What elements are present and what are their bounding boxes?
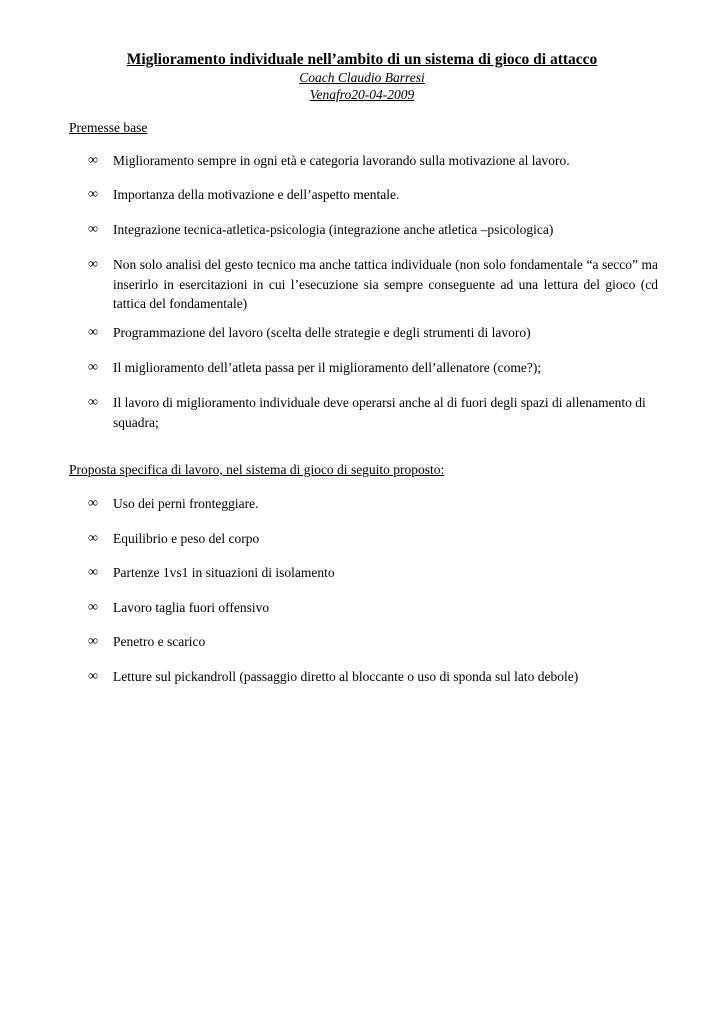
- list-item: [0, 393, 724, 432]
- list-item-text: Il lavoro di miglioramento individuale deve operarsi anche al di fuori degli spazi di allenamento di squadra;: [113, 395, 646, 430]
- section-heading-premesse: Premesse base: [69, 120, 148, 135]
- list-item: [0, 220, 724, 240]
- document-title: Miglioramento individuale nell’ambito di un sistema di gioco di attacco: [126, 51, 598, 68]
- list-item-text: Programmazione del lavoro (scelta delle strategie e degli strumenti di lavoro): [113, 325, 531, 340]
- list-item: [0, 255, 724, 314]
- list-item: [0, 667, 724, 687]
- infinity-bullet-icon: ∞: [88, 325, 98, 340]
- list-item-text: Letture sul pickandroll (passaggio diretto al bloccante o uso di sponda sul lato debole): [113, 669, 579, 684]
- infinity-bullet-icon: ∞: [88, 257, 98, 272]
- infinity-bullet-icon: ∞: [88, 360, 98, 375]
- document-place-date: Venafro20-04-2009: [309, 87, 415, 102]
- list-item: [0, 632, 724, 652]
- infinity-bullet-icon: ∞: [88, 634, 98, 649]
- list-item: [0, 358, 724, 378]
- list-item-text: Partenze 1vs1 in situazioni di isolamento: [113, 565, 335, 580]
- list-item-text: Penetro e scarico: [113, 634, 206, 649]
- section-heading-proposta: Proposta specifica di lavoro, nel sistema di gioco di seguito proposto:: [69, 462, 445, 477]
- list-item-text: Il miglioramento dell’atleta passa per il miglioramento dell’allenatore (come?);: [113, 360, 542, 375]
- list-item: [0, 563, 724, 583]
- infinity-bullet-icon: ∞: [88, 600, 98, 615]
- list-item-text: Importanza della motivazione e dell’aspetto mentale.: [113, 187, 400, 202]
- list-item-text: Non solo analisi del gesto tecnico ma anche tattica individuale (non solo fondamentale “a secco” ma inserirlo in esercitazioni in cui l’esecuzione sia sempre conseguente ad una lettura del gioco (cd tattica del fondamentale): [113, 257, 658, 311]
- list-item: [0, 529, 724, 549]
- list-item-text: Uso dei perni fronteggiare.: [113, 496, 259, 511]
- infinity-bullet-icon: ∞: [88, 395, 98, 410]
- document-header: [0, 50, 724, 103]
- list-item-text: Integrazione tecnica-atletica-psicologia (integrazione anche atletica –psicologica): [113, 222, 554, 237]
- infinity-bullet-icon: ∞: [88, 222, 98, 237]
- list-item-text: Miglioramento sempre in ogni età e categoria lavorando sulla motivazione al lavoro.: [113, 153, 570, 168]
- list-item: [0, 185, 724, 205]
- infinity-bullet-icon: ∞: [88, 496, 98, 511]
- document-author: Coach Claudio Barresi: [299, 70, 425, 85]
- infinity-bullet-icon: ∞: [88, 531, 98, 546]
- list-item-text: Lavoro taglia fuori offensivo: [113, 600, 270, 615]
- list-item: [0, 598, 724, 618]
- infinity-bullet-icon: ∞: [88, 669, 98, 684]
- list-item: [0, 323, 724, 343]
- infinity-bullet-icon: ∞: [88, 153, 98, 168]
- list-item: [0, 494, 724, 514]
- infinity-bullet-icon: ∞: [88, 565, 98, 580]
- infinity-bullet-icon: ∞: [88, 187, 98, 202]
- list-item: [0, 151, 724, 171]
- list-item-text: Equilibrio e peso del corpo: [113, 531, 260, 546]
